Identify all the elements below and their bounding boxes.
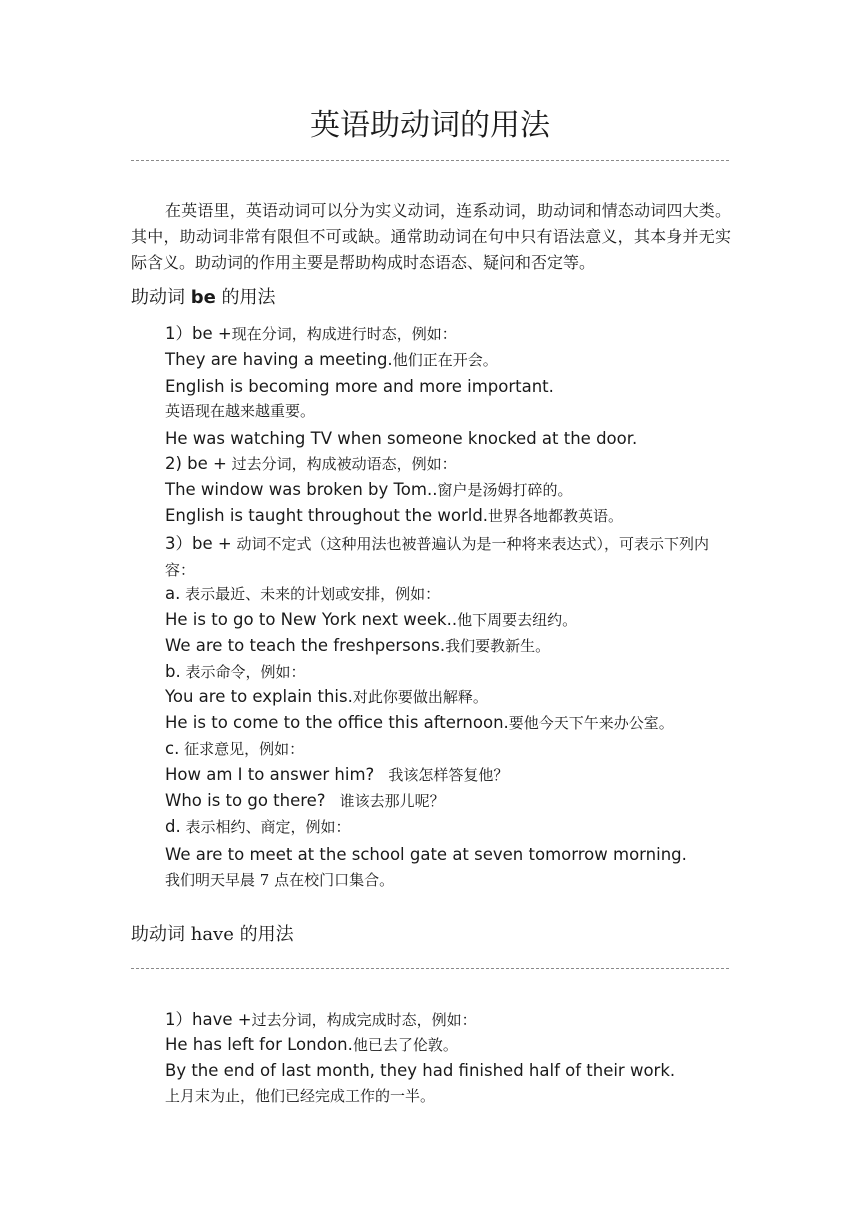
text-line [165,400,315,422]
heading-keyword: be [190,287,216,308]
english-text: d. [165,817,181,836]
text-line [165,323,457,345]
text-line [165,790,445,812]
chinese-text: 我们要教新生。 [445,637,551,655]
chinese-text: 动词不定式（这种用法也被普遍认为是一种将来表达式），可表示下列内容： [165,535,709,579]
english-text: English is becoming more and more important. [165,377,554,396]
text-line [165,686,488,708]
text-line [165,764,508,786]
chinese-text: 表示最近、未来的计划或安排，例如： [180,585,441,603]
heading-prefix: 助动词 [131,924,191,945]
text-line [165,1009,477,1031]
document-title: 英语助动词的用法 [310,108,550,143]
english-text: b. [165,662,181,681]
chinese-text: 英语现在越来越重要。 [165,402,316,420]
english-text: 3）be + [165,534,232,553]
chinese-text: 他们正在开会。 [392,351,498,369]
chinese-text: 我们明天早晨 7 点在校门口集合。 [165,871,395,889]
chinese-text: 征求意见，例如： [179,740,305,758]
text-line [165,635,550,657]
english-text: He has left for London. [165,1035,353,1054]
english-text: You are to explain this. [165,687,353,706]
english-text: English is taught throughout the world. [165,506,489,525]
chinese-text: 谁该去那儿呢？ [339,792,445,810]
chinese-text: 窗户是汤姆打碎的。 [437,481,573,499]
text-line [165,349,498,371]
chinese-text: 表示相约、商定，例如： [180,818,351,836]
chinese-text: 他已去了伦敦。 [352,1036,458,1054]
chinese-text: 世界各地都教英语。 [488,507,624,525]
english-text: He is to come to the office this afternoon. [165,713,509,732]
text-line [165,712,674,734]
english-text: 1）be + [165,324,232,343]
chinese-text: 表示命令，例如： [180,663,306,681]
text-line [165,428,637,450]
english-text: He is to go to New York next week.. [165,610,458,629]
chinese-text: 我该怎样答复他？ [388,766,509,784]
english-text: How am I to answer him? [165,765,375,784]
chinese-text: 过去分词，构成被动语态，例如： [226,455,457,473]
text-line [165,844,687,866]
text-line [165,453,457,475]
text-line [165,583,440,605]
english-text: He was watching TV when someone knocked at the door. [165,429,638,448]
english-text: They are having a meeting. [165,350,393,369]
intro-paragraph [131,198,731,276]
text-line [165,609,577,631]
text-line [165,1085,435,1107]
english-text: c. [165,739,180,758]
english-text: The window was broken by Tom.. [165,480,438,499]
text-line [165,661,306,683]
text-line [165,1034,458,1056]
title-divider [131,160,729,161]
heading-suffix: 的用法 [233,924,294,945]
heading-prefix: 助动词 [131,287,191,308]
english-text: By the end of last month, they had finished half of their work. [165,1061,676,1080]
text-line [165,1060,675,1082]
section-heading-be [131,285,276,311]
text-line [165,531,731,583]
chinese-text: 对此你要做出解释。 [352,688,488,706]
chinese-text: 现在分词，构成进行时态，例如： [231,325,457,343]
english-text: We are to meet at the school gate at seven tomorrow morning. [165,845,687,864]
chinese-text: 他下周要去纽约。 [457,611,578,629]
english-text: We are to teach the freshpersons. [165,636,446,655]
section-divider [131,968,729,969]
chinese-text: 上月末为止，他们已经完成工作的一半。 [165,1087,436,1105]
english-text: 1）have + [165,1010,252,1029]
heading-suffix: 的用法 [215,287,276,308]
text-line [165,869,394,891]
text-line [165,376,554,398]
text-line [165,816,351,838]
intro-text: 在英语里，英语动词可以分为实义动词，连系动词，助动词和情态动词四大类。其中，助动词非常有限但不可或缺。通常助动词在句中只有语法意义，其本身并无实际含义。助动词的作用主要是帮助构成时态语态、疑问和否定等。 [131,201,731,272]
text-line [165,505,623,527]
english-text: Who is to go there? [165,791,326,810]
chinese-text: 过去分词，构成完成时态，例如： [251,1011,477,1029]
text-line [165,738,304,760]
text-line [165,479,572,501]
heading-keyword: have [190,924,234,945]
chinese-text: 要他今天下午来办公室。 [508,714,674,732]
section-heading-have [131,922,294,948]
english-text: 2) be + [165,454,227,473]
english-text: a. [165,584,181,603]
